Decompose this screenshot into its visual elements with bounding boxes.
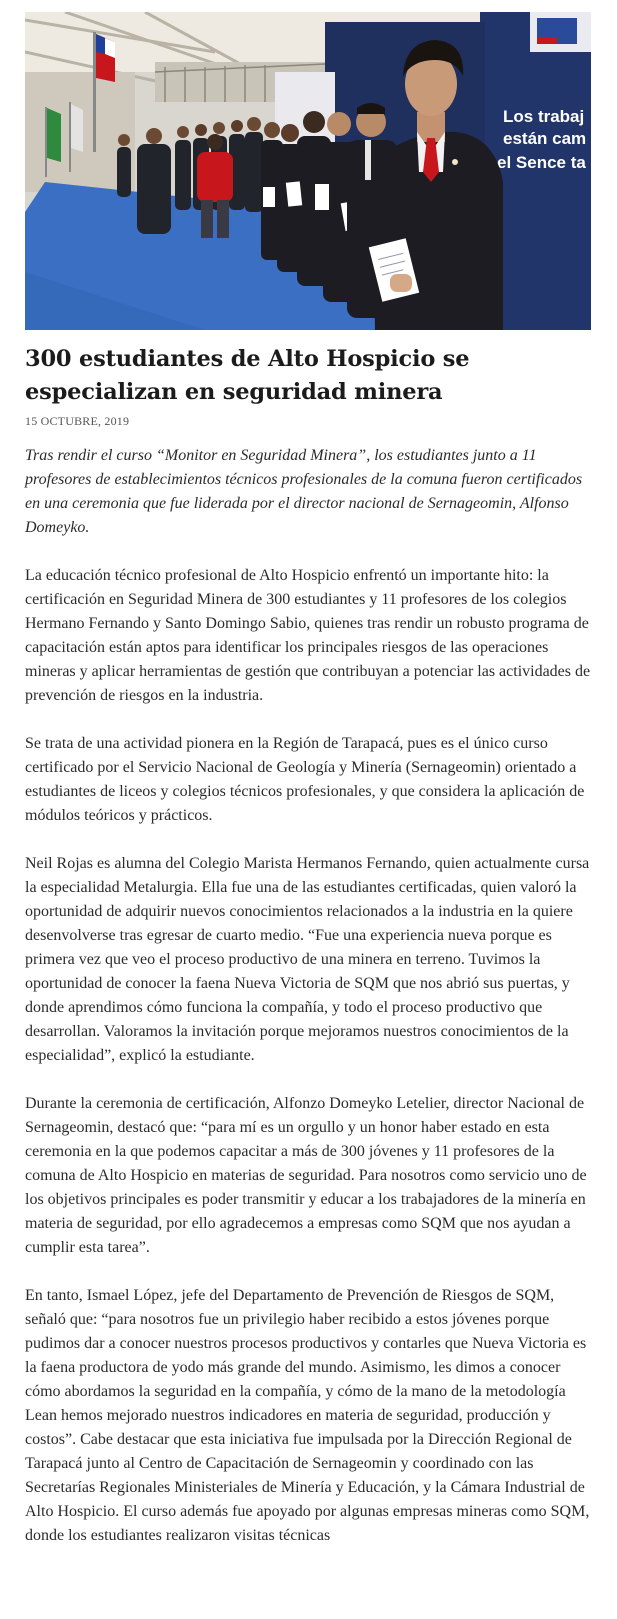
article-body [25,444,597,1572]
banner-line-3: el Sence ta [497,153,586,172]
article-paragraph-4: Durante la ceremonia de certificación, Alfonzo Domeyko Letelier, director Nacional de Sernageomin, destacó que: “para mí es un orgullo y un honor haber estado en esta ceremonia en la que podemos capacitar a más de 300 jóvenes y 11 profesores de la comuna de Alto Hospicio en materias de seguridad. Para nosotros como servicio uno de los objetivos principales es poder transmitir y educar a los trabajadores de la minería en materia de seguridad, por ello agradecemos a empresas como SQM que nos ayudan a cumplir esta tarea”. [25,1095,587,1256]
article-lead: Tras rendir el curso “Monitor en Seguridad Minera”, los estudiantes junto a 11 profesores de establecimientos técnicos profesionales de la comuna fueron certificados en una ceremonia que fue liderada por el director nacional de Sernageomin, Alfonso Domeyko. [25,447,583,536]
ceremony-photo [25,12,591,330]
article-hero-image [25,12,591,330]
banner-line-2: están cam [503,129,587,148]
article-paragraph-2: Se trata de una actividad pionera en la Región de Tarapacá, pues es el único curso certificado por el Servicio Nacional de Geología y Minería (Sernageomin) orientado a estudiantes de liceos y colegios técnicos profesionales, y que considera la aplicación de módulos teóricos y prácticos. [25,735,585,824]
article-paragraph-3: Neil Rojas es alumna del Colegio Marista Hermanos Fernando, quien actualmente cursa la especialidad Metalurgia. Ella fue una de las estudiantes certificadas, quien valoró la oportunidad de adquirir nuevos conocimientos relacionados a la industria en la quiere desenvolverse tras egresar de cuarto medio. “Fue una experiencia nueva porque es primera vez que veo el proceso productivo de una minera en terreno. Tuvimos la oportunidad de conocer la faena Nueva Victoria de SQM que nos abrió sus puertas, y donde aprendimos cómo funciona la compañía, y todo el proceso productivo que desarrollan. Valoramos la invitación porque mejoramos nuestros conocimientos de la especialidad”, explicó la estudiante. [25,855,590,1064]
article-date: 15 OCTUBRE, 2019 [25,414,130,428]
article-paragraph-5: En tanto, Ismael López, jefe del Departamento de Prevención de Riesgos de SQM, señaló que: “para nosotros fue un privilegio haber recibido a estos jóvenes porque pudimos dar a conocer nuestros procesos productivos y contarles que Nueva Victoria es la faena productora de yodo más grande del mundo. Asimismo, les dimos a conocer cómo abordamos la seguridad en la compañía, y cómo de la mano de la metodología Lean hemos mejorado nuestros indicadores en materia de seguridad, producción y costos”. Cabe destacar que esta iniciativa fue impulsada por la Dirección Regional de Tarapacá junto al Centro de Capacitación de Sernageomin y coordinado con las Secretarías Regionales Ministeriales de Minería y Educación, y la Cámara Industrial de Alto Hospicio. El curso además fue apoyado por algunas empresas mineras como SQM, donde los estudiantes realizaron visitas técnicas [25,1287,590,1544]
article-title: 300 estudiantes de Alto Hospicio se especializan en seguridad minera [25,346,470,405]
article-paragraph-1: La educación técnico profesional de Alto Hospicio enfrentó un importante hito: la certificación en Seguridad Minera de 300 estudiantes y 11 profesores de los colegios Hermano Fernando y Santo Domingo Sabio, quienes tras rendir un robusto programa de capacitación están aptos para identificar los principales riesgos de las operaciones mineras y aplicar herramientas de gestión que contribuyan a potenciar las actividades de prevención de riesgos en la industria. [25,567,591,704]
banner-line-1: Los trabaj [503,107,585,126]
